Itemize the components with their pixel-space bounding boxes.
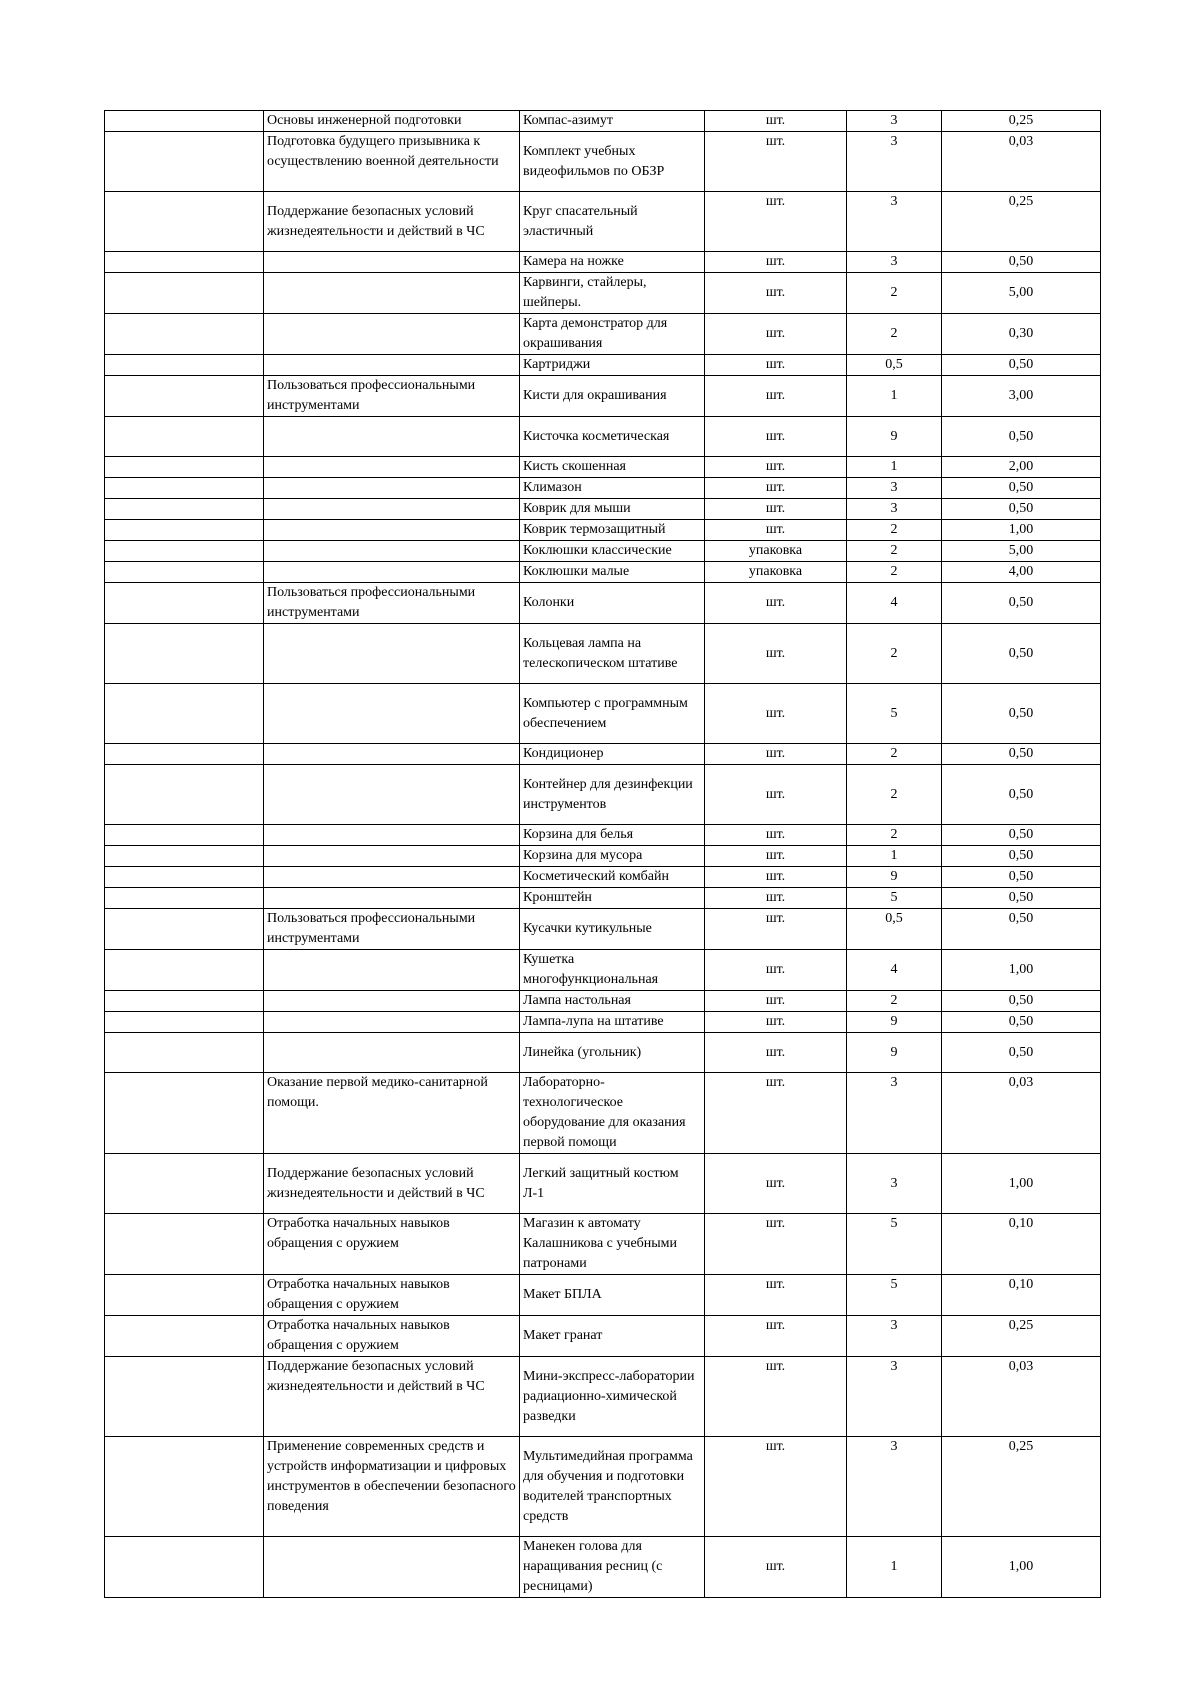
- value-cell: 0,03: [942, 1357, 1101, 1437]
- section-cell: [264, 541, 520, 562]
- section-cell: [264, 744, 520, 765]
- table-row: [105, 111, 1101, 132]
- row-number-cell: [105, 624, 264, 684]
- section-cell: [264, 252, 520, 273]
- row-number-cell: [105, 520, 264, 541]
- value-cell: 0,10: [942, 1214, 1101, 1275]
- value-cell: 1,00: [942, 1537, 1101, 1598]
- item-cell: Карвинги, стайлеры, шейперы.: [520, 273, 705, 314]
- equipment-table: [104, 110, 1101, 1598]
- unit-cell: шт.: [705, 499, 847, 520]
- quantity-cell: 2: [847, 314, 942, 355]
- item-cell: Лампа-лупа на штативе: [520, 1012, 705, 1033]
- unit-cell: шт.: [705, 478, 847, 499]
- table-row: [105, 744, 1101, 765]
- unit-cell: шт.: [705, 765, 847, 825]
- row-number-cell: [105, 273, 264, 314]
- unit-cell: шт.: [705, 1537, 847, 1598]
- table-row: [105, 1154, 1101, 1214]
- row-number-cell: [105, 909, 264, 950]
- quantity-cell: 2: [847, 562, 942, 583]
- row-number-cell: [105, 867, 264, 888]
- item-cell: Карта демонстратор для окрашивания: [520, 314, 705, 355]
- table-row: [105, 1012, 1101, 1033]
- unit-cell: шт.: [705, 684, 847, 744]
- item-cell: Мини-экспресс-лаборатории радиационно-химической разведки: [520, 1357, 705, 1437]
- item-cell: Компас-азимут: [520, 111, 705, 132]
- value-cell: 0,50: [942, 1033, 1101, 1073]
- item-cell: Линейка (угольник): [520, 1033, 705, 1073]
- table-row: [105, 192, 1101, 252]
- quantity-cell: 2: [847, 765, 942, 825]
- value-cell: 0,50: [942, 846, 1101, 867]
- value-cell: 0,25: [942, 1316, 1101, 1357]
- item-cell: Контейнер для дезинфекции инструментов: [520, 765, 705, 825]
- value-cell: 0,50: [942, 888, 1101, 909]
- table-row: [105, 314, 1101, 355]
- section-cell: [264, 867, 520, 888]
- table-row: [105, 1275, 1101, 1316]
- row-number-cell: [105, 478, 264, 499]
- quantity-cell: 3: [847, 1357, 942, 1437]
- quantity-cell: 2: [847, 991, 942, 1012]
- value-cell: 2,00: [942, 457, 1101, 478]
- quantity-cell: 9: [847, 1033, 942, 1073]
- item-cell: Колонки: [520, 583, 705, 624]
- row-number-cell: [105, 846, 264, 867]
- section-cell: Поддержание безопасных условий жизнедеятельности и действий в ЧС: [264, 1154, 520, 1214]
- item-cell: Компьютер с программным обеспечением: [520, 684, 705, 744]
- row-number-cell: [105, 417, 264, 457]
- row-number-cell: [105, 499, 264, 520]
- value-cell: 0,50: [942, 867, 1101, 888]
- item-cell: Коврик термозащитный: [520, 520, 705, 541]
- row-number-cell: [105, 252, 264, 273]
- table-row: [105, 252, 1101, 273]
- value-cell: 5,00: [942, 273, 1101, 314]
- table-row: [105, 1357, 1101, 1437]
- item-cell: Картриджи: [520, 355, 705, 376]
- section-cell: Отработка начальных навыков обращения с оружием: [264, 1214, 520, 1275]
- section-cell: Применение современных средств и устройств информатизации и цифровых инструментов в обеспечении безопасного поведения: [264, 1437, 520, 1537]
- value-cell: 4,00: [942, 562, 1101, 583]
- value-cell: 0,50: [942, 825, 1101, 846]
- table-row: [105, 417, 1101, 457]
- section-cell: [264, 825, 520, 846]
- quantity-cell: 2: [847, 624, 942, 684]
- quantity-cell: 0,5: [847, 355, 942, 376]
- row-number-cell: [105, 376, 264, 417]
- item-cell: Косметический комбайн: [520, 867, 705, 888]
- item-cell: Круг спасательный эластичный: [520, 192, 705, 252]
- value-cell: 1,00: [942, 520, 1101, 541]
- table-row: [105, 624, 1101, 684]
- unit-cell: шт.: [705, 583, 847, 624]
- value-cell: 0,50: [942, 1012, 1101, 1033]
- item-cell: Кушетка многофункциональная: [520, 950, 705, 991]
- section-cell: [264, 684, 520, 744]
- row-number-cell: [105, 457, 264, 478]
- quantity-cell: 2: [847, 520, 942, 541]
- unit-cell: шт.: [705, 1033, 847, 1073]
- section-cell: [264, 991, 520, 1012]
- table-row: [105, 1437, 1101, 1537]
- quantity-cell: 3: [847, 1154, 942, 1214]
- unit-cell: шт.: [705, 1357, 847, 1437]
- item-cell: Лампа настольная: [520, 991, 705, 1012]
- table-row: [105, 583, 1101, 624]
- quantity-cell: 5: [847, 888, 942, 909]
- quantity-cell: 3: [847, 1316, 942, 1357]
- row-number-cell: [105, 1012, 264, 1033]
- value-cell: 0,50: [942, 478, 1101, 499]
- row-number-cell: [105, 991, 264, 1012]
- section-cell: [264, 355, 520, 376]
- value-cell: 0,30: [942, 314, 1101, 355]
- unit-cell: шт.: [705, 457, 847, 478]
- item-cell: Мультимедийная программа для обучения и подготовки водителей транспортных средств: [520, 1437, 705, 1537]
- section-cell: [264, 562, 520, 583]
- value-cell: 0,25: [942, 192, 1101, 252]
- unit-cell: шт.: [705, 273, 847, 314]
- unit-cell: шт.: [705, 1214, 847, 1275]
- item-cell: Магазин к автомату Калашникова с учебными патронами: [520, 1214, 705, 1275]
- row-number-cell: [105, 583, 264, 624]
- quantity-cell: 2: [847, 273, 942, 314]
- section-cell: Оказание первой медико-санитарной помощи.: [264, 1073, 520, 1154]
- unit-cell: упаковка: [705, 562, 847, 583]
- unit-cell: шт.: [705, 846, 847, 867]
- quantity-cell: 1: [847, 457, 942, 478]
- table-row: [105, 909, 1101, 950]
- quantity-cell: 3: [847, 499, 942, 520]
- section-cell: [264, 273, 520, 314]
- table-row: [105, 1316, 1101, 1357]
- item-cell: Легкий защитный костюм Л-1: [520, 1154, 705, 1214]
- row-number-cell: [105, 1316, 264, 1357]
- quantity-cell: 3: [847, 132, 942, 192]
- section-cell: [264, 520, 520, 541]
- section-cell: [264, 1012, 520, 1033]
- item-cell: Кисти для окрашивания: [520, 376, 705, 417]
- unit-cell: шт.: [705, 1437, 847, 1537]
- section-cell: Пользоваться профессиональными инструментами: [264, 583, 520, 624]
- section-cell: [264, 499, 520, 520]
- unit-cell: шт.: [705, 1316, 847, 1357]
- row-number-cell: [105, 950, 264, 991]
- item-cell: Коклюшки классические: [520, 541, 705, 562]
- item-cell: Кисть скошенная: [520, 457, 705, 478]
- item-cell: Кисточка косметическая: [520, 417, 705, 457]
- item-cell: Кусачки кутикульные: [520, 909, 705, 950]
- unit-cell: шт.: [705, 132, 847, 192]
- unit-cell: шт.: [705, 744, 847, 765]
- quantity-cell: 3: [847, 1437, 942, 1537]
- unit-cell: шт.: [705, 252, 847, 273]
- row-number-cell: [105, 355, 264, 376]
- section-cell: [264, 950, 520, 991]
- table-row: [105, 541, 1101, 562]
- value-cell: 0,50: [942, 624, 1101, 684]
- quantity-cell: 9: [847, 867, 942, 888]
- item-cell: Коврик для мыши: [520, 499, 705, 520]
- row-number-cell: [105, 1537, 264, 1598]
- section-cell: Отработка начальных навыков обращения с оружием: [264, 1275, 520, 1316]
- row-number-cell: [105, 684, 264, 744]
- row-number-cell: [105, 1033, 264, 1073]
- value-cell: 0,50: [942, 252, 1101, 273]
- quantity-cell: 5: [847, 1275, 942, 1316]
- unit-cell: шт.: [705, 624, 847, 684]
- item-cell: Макет гранат: [520, 1316, 705, 1357]
- item-cell: Кронштейн: [520, 888, 705, 909]
- table-row: [105, 1073, 1101, 1154]
- section-cell: Поддержание безопасных условий жизнедеятельности и действий в ЧС: [264, 192, 520, 252]
- unit-cell: шт.: [705, 867, 847, 888]
- quantity-cell: 3: [847, 478, 942, 499]
- table-row: [105, 562, 1101, 583]
- unit-cell: упаковка: [705, 541, 847, 562]
- unit-cell: шт.: [705, 888, 847, 909]
- row-number-cell: [105, 765, 264, 825]
- section-cell: [264, 1033, 520, 1073]
- unit-cell: шт.: [705, 417, 847, 457]
- item-cell: Климазон: [520, 478, 705, 499]
- unit-cell: шт.: [705, 1154, 847, 1214]
- unit-cell: шт.: [705, 1073, 847, 1154]
- row-number-cell: [105, 1154, 264, 1214]
- item-cell: Кольцевая лампа на телескопическом штативе: [520, 624, 705, 684]
- table-row: [105, 457, 1101, 478]
- table-row: [105, 825, 1101, 846]
- section-cell: Поддержание безопасных условий жизнедеятельности и действий в ЧС: [264, 1357, 520, 1437]
- value-cell: 1,00: [942, 1154, 1101, 1214]
- value-cell: 0,50: [942, 355, 1101, 376]
- quantity-cell: 3: [847, 192, 942, 252]
- section-cell: Основы инженерной подготовки: [264, 111, 520, 132]
- table-row: [105, 478, 1101, 499]
- item-cell: Лабораторно-технологическое оборудование для оказания первой помощи: [520, 1073, 705, 1154]
- quantity-cell: 4: [847, 583, 942, 624]
- section-cell: [264, 314, 520, 355]
- unit-cell: шт.: [705, 355, 847, 376]
- quantity-cell: 2: [847, 825, 942, 846]
- quantity-cell: 3: [847, 252, 942, 273]
- value-cell: 0,50: [942, 991, 1101, 1012]
- unit-cell: шт.: [705, 909, 847, 950]
- unit-cell: шт.: [705, 520, 847, 541]
- row-number-cell: [105, 744, 264, 765]
- table-row: [105, 950, 1101, 991]
- row-number-cell: [105, 192, 264, 252]
- value-cell: 0,50: [942, 684, 1101, 744]
- table-row: [105, 273, 1101, 314]
- value-cell: 0,03: [942, 132, 1101, 192]
- value-cell: 0,03: [942, 1073, 1101, 1154]
- row-number-cell: [105, 111, 264, 132]
- table-row: [105, 684, 1101, 744]
- row-number-cell: [105, 1073, 264, 1154]
- table-row: [105, 867, 1101, 888]
- table-row: [105, 520, 1101, 541]
- row-number-cell: [105, 825, 264, 846]
- value-cell: 0,25: [942, 1437, 1101, 1537]
- table-row: [105, 355, 1101, 376]
- section-cell: Отработка начальных навыков обращения с оружием: [264, 1316, 520, 1357]
- unit-cell: шт.: [705, 192, 847, 252]
- row-number-cell: [105, 1275, 264, 1316]
- section-cell: Пользоваться профессиональными инструментами: [264, 376, 520, 417]
- row-number-cell: [105, 888, 264, 909]
- section-cell: Подготовка будущего призывника к осуществлению военной деятельности: [264, 132, 520, 192]
- table-row: [105, 376, 1101, 417]
- value-cell: 0,10: [942, 1275, 1101, 1316]
- table-row: [105, 1033, 1101, 1073]
- unit-cell: шт.: [705, 825, 847, 846]
- item-cell: Корзина для мусора: [520, 846, 705, 867]
- table-row: [105, 888, 1101, 909]
- table-row: [105, 765, 1101, 825]
- quantity-cell: 3: [847, 1073, 942, 1154]
- unit-cell: шт.: [705, 950, 847, 991]
- quantity-cell: 0,5: [847, 909, 942, 950]
- quantity-cell: 1: [847, 846, 942, 867]
- value-cell: 5,00: [942, 541, 1101, 562]
- section-cell: [264, 1537, 520, 1598]
- value-cell: 0,50: [942, 744, 1101, 765]
- row-number-cell: [105, 1437, 264, 1537]
- quantity-cell: 3: [847, 111, 942, 132]
- item-cell: Кондиционер: [520, 744, 705, 765]
- unit-cell: шт.: [705, 1012, 847, 1033]
- value-cell: 0,50: [942, 583, 1101, 624]
- value-cell: 0,50: [942, 417, 1101, 457]
- item-cell: Макет БПЛА: [520, 1275, 705, 1316]
- unit-cell: шт.: [705, 991, 847, 1012]
- quantity-cell: 1: [847, 376, 942, 417]
- quantity-cell: 5: [847, 684, 942, 744]
- table-body: [105, 111, 1101, 1598]
- quantity-cell: 5: [847, 1214, 942, 1275]
- value-cell: 0,50: [942, 909, 1101, 950]
- section-cell: [264, 846, 520, 867]
- row-number-cell: [105, 132, 264, 192]
- table-row: [105, 132, 1101, 192]
- quantity-cell: 2: [847, 541, 942, 562]
- section-cell: [264, 478, 520, 499]
- quantity-cell: 2: [847, 744, 942, 765]
- unit-cell: шт.: [705, 111, 847, 132]
- item-cell: Коклюшки малые: [520, 562, 705, 583]
- item-cell: Корзина для белья: [520, 825, 705, 846]
- row-number-cell: [105, 314, 264, 355]
- unit-cell: шт.: [705, 314, 847, 355]
- unit-cell: шт.: [705, 376, 847, 417]
- row-number-cell: [105, 562, 264, 583]
- table-row: [105, 499, 1101, 520]
- quantity-cell: 4: [847, 950, 942, 991]
- section-cell: [264, 624, 520, 684]
- value-cell: 0,50: [942, 765, 1101, 825]
- quantity-cell: 9: [847, 1012, 942, 1033]
- quantity-cell: 1: [847, 1537, 942, 1598]
- row-number-cell: [105, 1357, 264, 1437]
- section-cell: [264, 457, 520, 478]
- row-number-cell: [105, 1214, 264, 1275]
- section-cell: [264, 417, 520, 457]
- quantity-cell: 9: [847, 417, 942, 457]
- table-row: [105, 991, 1101, 1012]
- item-cell: Комплект учебных видеофильмов по ОБЗР: [520, 132, 705, 192]
- table-row: [105, 1214, 1101, 1275]
- unit-cell: шт.: [705, 1275, 847, 1316]
- item-cell: Камера на ножке: [520, 252, 705, 273]
- section-cell: [264, 888, 520, 909]
- table-row: [105, 1537, 1101, 1598]
- row-number-cell: [105, 541, 264, 562]
- item-cell: Манекен голова для наращивания ресниц (с ресницами): [520, 1537, 705, 1598]
- table-row: [105, 846, 1101, 867]
- value-cell: 3,00: [942, 376, 1101, 417]
- value-cell: 0,25: [942, 111, 1101, 132]
- section-cell: Пользоваться профессиональными инструментами: [264, 909, 520, 950]
- value-cell: 0,50: [942, 499, 1101, 520]
- section-cell: [264, 765, 520, 825]
- value-cell: 1,00: [942, 950, 1101, 991]
